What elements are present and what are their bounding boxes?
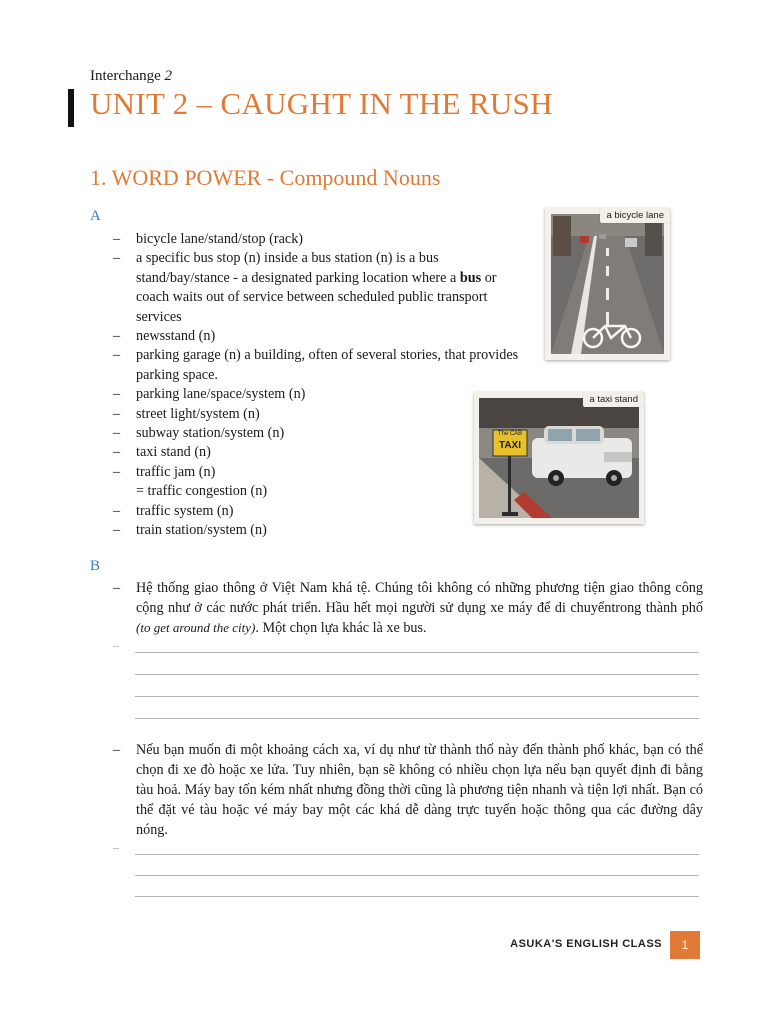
bicycle-lane-photo bbox=[545, 208, 670, 360]
answer-line[interactable] bbox=[135, 875, 699, 876]
answer-line[interactable] bbox=[135, 652, 699, 653]
answer-line[interactable] bbox=[135, 674, 699, 675]
unit-title: UNIT 2 – CAUGHT IN THE RUSH bbox=[90, 86, 553, 121]
vocabulary-item: – a specific bus stop (n) inside a bus station (n) is a bus stand/bay/stance - a designated parking location where a bus or coach waits out of service between scheduled public transport services bbox=[113, 249, 523, 327]
answer-line[interactable] bbox=[135, 718, 699, 719]
answer-dash: – bbox=[113, 840, 119, 854]
vocabulary-item: – street light/system (n) bbox=[113, 405, 523, 424]
taxi-sign-main: TAXI bbox=[498, 440, 522, 451]
answer-line[interactable] bbox=[135, 854, 699, 855]
part-b-label: B bbox=[90, 558, 101, 574]
vocabulary-item: – parking garage (n) a building, often of several stories, that provides parking space. bbox=[113, 346, 523, 385]
paragraph-1-italic: (to get around the city) bbox=[136, 620, 256, 635]
taxi-stand-image bbox=[474, 392, 644, 524]
vocabulary-item: – traffic system (n) bbox=[113, 502, 523, 521]
answer-line[interactable] bbox=[135, 696, 699, 697]
vocabulary-item: – parking lane/space/system (n) bbox=[113, 385, 523, 404]
taxi-sign-top: The CAB bbox=[497, 431, 523, 437]
paragraph-2 bbox=[113, 740, 703, 840]
list-dash: – bbox=[113, 580, 121, 596]
paragraph-2-text: Nếu bạn muốn đi một khoảng cách xa, ví dụ như từ thành thố này đến thành phố khác, bạn có thể chọn đi xe đò hoặc xe lửa. Tuy nhiên, bạn sẽ không có nhiều chọn lựa nếu bạn quyết định đi bằng tàu hoả. Máy bay tốn kém nhất nhưng đồng thời cũng là phương tiện nhanh và tiện lợi nhất. Bạn có thể đặt vé tàu hoặc vé máy bay một các khá dễ dàng trực tuyến hoặc thông qua các đường dây nóng. bbox=[136, 742, 703, 838]
vocabulary-list bbox=[113, 230, 523, 541]
vocabulary-item: – train station/system (n) bbox=[113, 521, 523, 540]
vocabulary-item: – newsstand (n) bbox=[113, 327, 523, 346]
vocabulary-item: – taxi stand (n) bbox=[113, 443, 523, 462]
vocabulary-item: – bicycle lane/stand/stop (rack) bbox=[113, 230, 523, 249]
page-number: 1 bbox=[670, 931, 700, 959]
book-name: Interchange 2 bbox=[90, 68, 173, 84]
paragraph-1-text: Hệ thống giao thông ở Việt Nam khá tệ. Chúng tôi không có những phương tiện giao thông công cộng như ở các nước phát triển. Hầu hết mọi người sử dụng xe máy để di chuyểntrong thành phố bbox=[136, 580, 703, 616]
paragraph-1-tail: . Một chọn lựa khác là xe bus. bbox=[255, 620, 427, 636]
vocabulary-item: – subway station/system (n) bbox=[113, 424, 523, 443]
footer-class-name: ASUKA'S ENGLISH CLASS bbox=[510, 938, 662, 950]
answer-line[interactable] bbox=[135, 896, 699, 897]
taxi-stand-tag: a taxi stand bbox=[583, 392, 644, 407]
paragraph-1 bbox=[113, 578, 703, 638]
taxi-stand-photo bbox=[474, 392, 644, 524]
answer-dash: – bbox=[113, 638, 119, 652]
bicycle-lane-tag: a bicycle lane bbox=[600, 208, 670, 223]
list-dash: – bbox=[113, 742, 121, 758]
section-title: 1. WORD POWER - Compound Nouns bbox=[90, 165, 441, 190]
part-a-label: A bbox=[90, 208, 101, 224]
bicycle-lane-image bbox=[545, 208, 670, 360]
title-accent-bar bbox=[68, 89, 74, 127]
vocabulary-item: – traffic jam (n) = traffic congestion (n) bbox=[113, 463, 523, 502]
